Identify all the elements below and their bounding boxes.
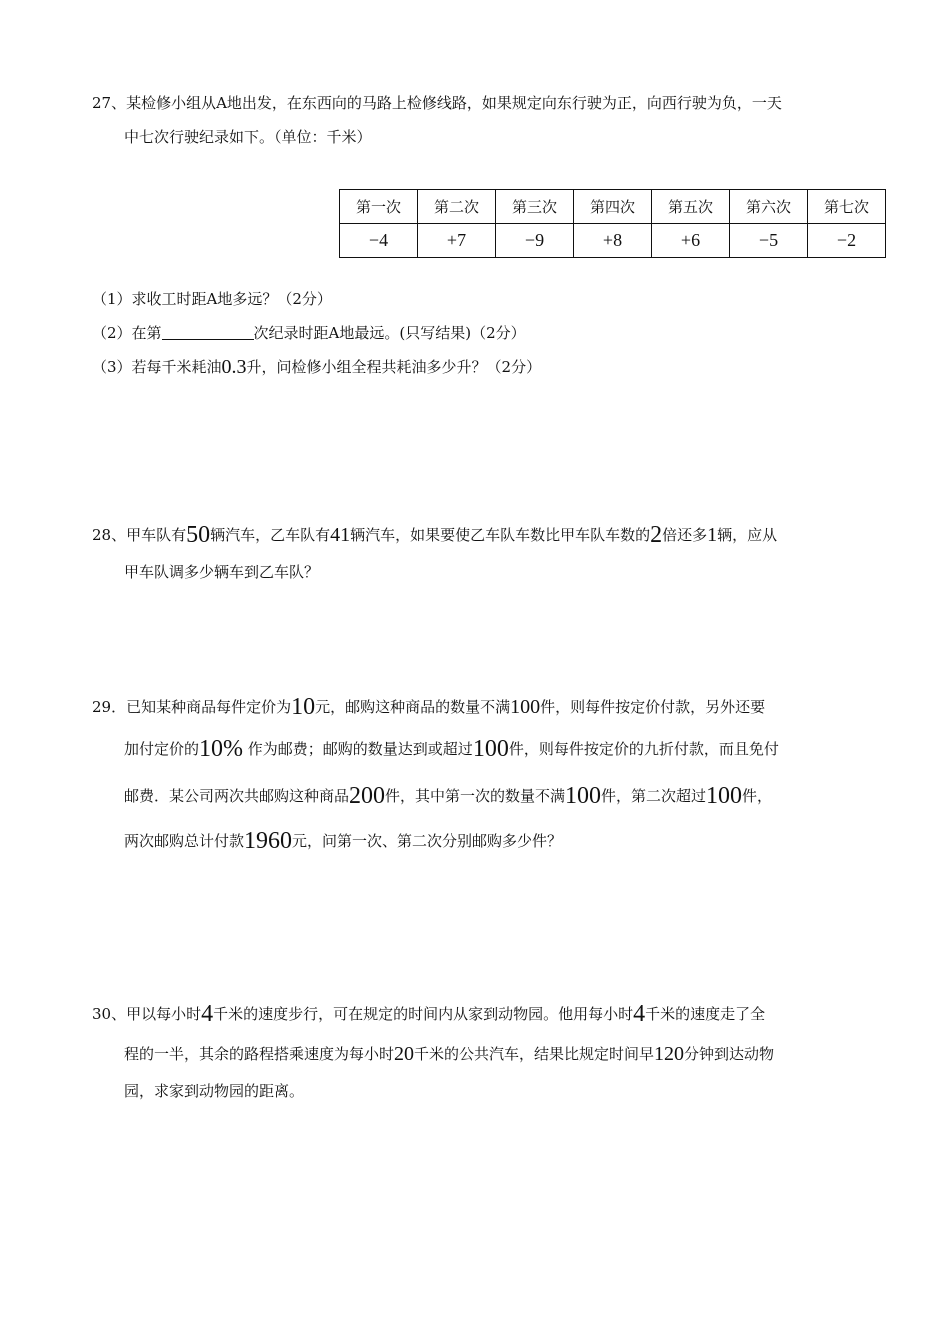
q29-text: 29．已知某种商品每件定价为	[92, 698, 292, 716]
table-cell: +6	[652, 224, 730, 258]
q30-text: 千米的公共汽车，结果比规定时间早	[414, 1045, 655, 1063]
q30-number: 120	[654, 1043, 685, 1065]
q29-text: 两次邮购总计付款	[124, 832, 245, 850]
q30-number: 20	[394, 1043, 415, 1065]
q28-number: 50	[186, 522, 211, 548]
table-header-cell: 第四次	[574, 190, 652, 224]
q30-text: 程的一半，其余的路程搭乘速度为每小时	[124, 1045, 395, 1063]
q29-number: 10%	[199, 736, 244, 762]
q27-sub-3-number: 0.3	[221, 356, 247, 378]
table-cell: −5	[730, 224, 808, 258]
q30-text: 30、甲以每小时	[92, 1005, 202, 1023]
q29-number: 100	[510, 696, 541, 718]
q29-text: 件，则每件按定价的九折付款，而且免付	[508, 740, 779, 758]
q29-line-1	[92, 696, 765, 718]
q29-text: 元，邮购这种商品的数量不满	[315, 698, 511, 716]
q28-text: 28、甲车队有	[92, 526, 187, 544]
table-header-cell: 第六次	[730, 190, 808, 224]
answer-blank[interactable]	[162, 323, 254, 340]
q27-sub-1: （1）求收工时距A地多远？（2分）	[92, 290, 332, 308]
q28-line-2: 甲车队调多少辆车到乙车队？	[124, 563, 320, 581]
table-cell: −9	[496, 224, 574, 258]
table-header-cell: 第三次	[496, 190, 574, 224]
table-header-cell: 第五次	[652, 190, 730, 224]
table-header-row	[340, 190, 886, 224]
q29-text: 作为邮费；邮购的数量达到或超过	[247, 740, 473, 758]
q30-number: 4	[633, 1001, 646, 1027]
q30-number: 4	[201, 1001, 214, 1027]
q29-line-3	[124, 785, 772, 807]
q29-number: 1960	[244, 828, 293, 854]
q29-text: 件，	[742, 787, 773, 805]
q29-text: 件，其中第一次的数量不满	[385, 787, 566, 805]
q27-record-table	[339, 189, 886, 258]
q29-text: 件，则每件按定价付款，另外还要	[540, 698, 766, 716]
q29-number: 10	[291, 694, 316, 720]
q30-text: 分钟到达动物	[684, 1045, 775, 1063]
q29-number: 200	[349, 783, 386, 809]
q29-text: 元，问第一次、第二次分别邮购多少件？	[292, 832, 563, 850]
q30-line-3: 园，求家到动物园的距离。	[124, 1082, 305, 1100]
table-cell: −4	[340, 224, 418, 258]
q29-line-2	[124, 738, 779, 760]
q29-text: 邮费．某公司两次共邮购这种商品	[124, 787, 350, 805]
q28-number: 2	[650, 522, 663, 548]
q28-number: 41	[330, 524, 351, 546]
q27-line-1: 27、某检修小组从A地出发，在东西向的马路上检修线路，如果规定向东行驶为正，向西行驶为负，一天	[92, 94, 782, 112]
table-header-cell: 第一次	[340, 190, 418, 224]
q28-number: 1	[707, 524, 718, 546]
q27-sub-2	[92, 322, 526, 344]
q27-sub-3	[92, 356, 541, 378]
q28-text: 辆，应从	[717, 526, 778, 544]
q27-sub-3-text-a: （3）若每千米耗油	[92, 358, 222, 376]
q30-line-1	[92, 1003, 765, 1025]
q27-sub-2-text-a: （2）在第	[92, 324, 162, 342]
table-header-cell: 第七次	[808, 190, 886, 224]
q29-text: 件，第二次超过	[601, 787, 707, 805]
table-row	[340, 224, 886, 258]
q27-sub-2-text-b: 次纪录时距A地最远。(只写结果)（2分）	[253, 324, 526, 342]
q28-line-1	[92, 524, 777, 546]
q28-text: 辆汽车，乙车队有	[210, 526, 331, 544]
q29-number: 100	[565, 783, 602, 809]
table-cell: −2	[808, 224, 886, 258]
q28-text: 倍还多	[662, 526, 708, 544]
q30-text: 千米的速度走了全	[645, 1005, 766, 1023]
q29-text: 加付定价的	[124, 740, 200, 758]
q30-text: 千米的速度步行，可在规定的时间内从家到动物园。他用每小时	[213, 1005, 634, 1023]
q27-line-2: 中七次行驶纪录如下。（单位：千米）	[124, 128, 372, 146]
q30-line-2	[124, 1043, 774, 1065]
table-cell: +7	[418, 224, 496, 258]
q28-text: 辆汽车，如果要使乙车队车数比甲车队车数的	[350, 526, 651, 544]
table-cell: +8	[574, 224, 652, 258]
q29-number: 100	[706, 783, 743, 809]
table-header-cell: 第二次	[418, 190, 496, 224]
q29-line-4	[124, 830, 562, 852]
q29-number: 100	[472, 736, 509, 762]
q27-sub-3-text-b: 升，问检修小组全程共耗油多少升？（2分）	[246, 358, 542, 376]
